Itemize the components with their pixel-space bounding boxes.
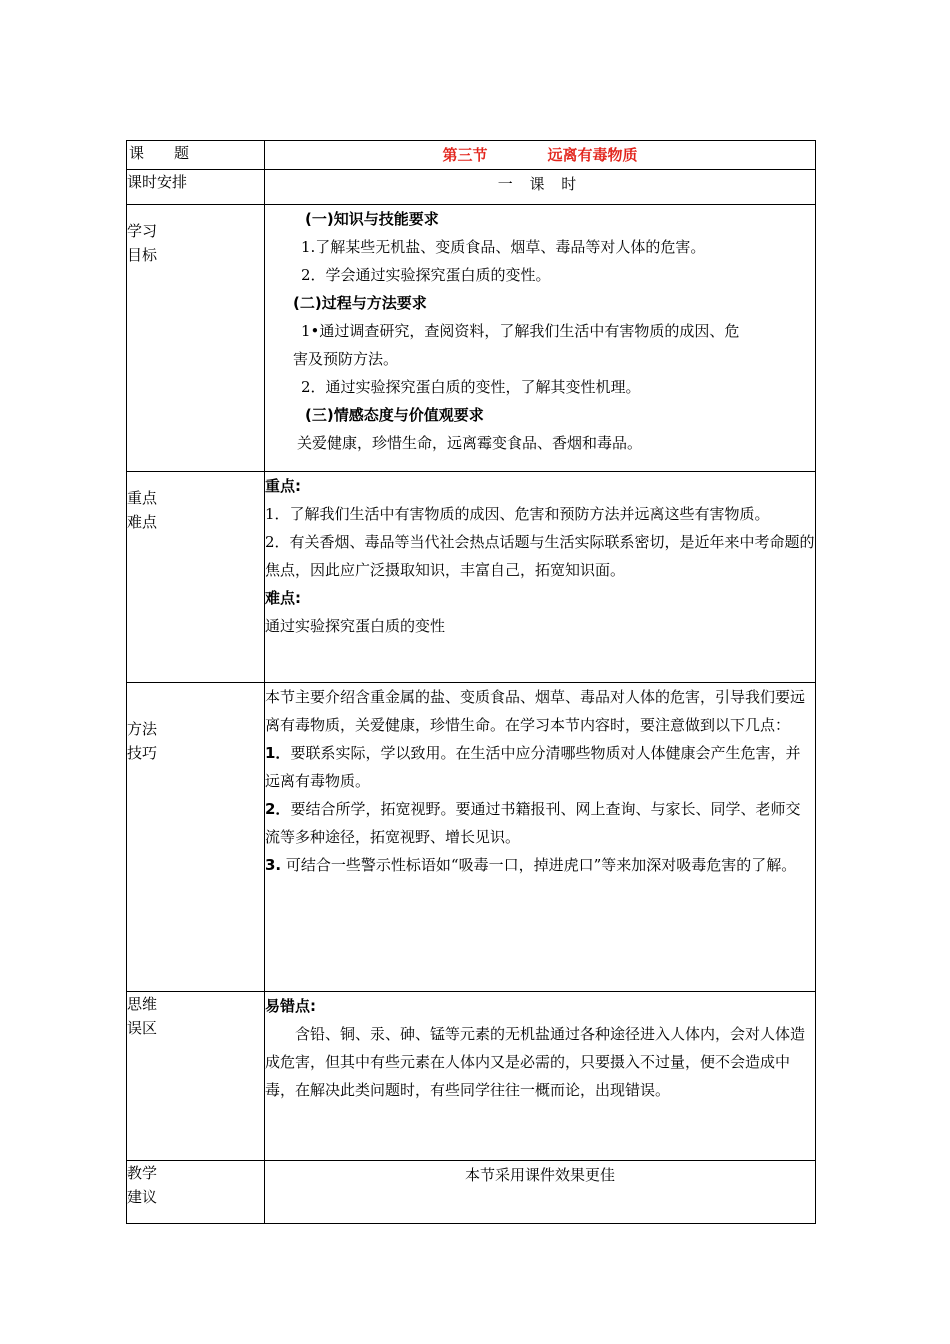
mistakes-label-line2: 误区 [127, 1019, 158, 1037]
methods-point-2 [265, 795, 815, 851]
goals-item-3-1: 关爱健康，珍惜生命，远离霉变食品、香烟和毒品。 [297, 434, 643, 452]
topic-row [127, 141, 816, 170]
methods-label-line1: 方法 [127, 720, 158, 738]
key-label-line2: 难点 [127, 513, 158, 531]
suggestion-content-cell [265, 1161, 816, 1224]
key-item-1: 1．了解我们生活中有害物质的成因、危害和预防方法并远离这些有害物质。 [265, 505, 770, 523]
methods-point-1 [265, 739, 815, 795]
topic-label-a: 课 [129, 144, 145, 162]
mistakes-label-line1: 思维 [127, 995, 158, 1013]
goals-content-cell [265, 205, 816, 472]
methods-point-3 [265, 851, 815, 879]
mistakes-row [127, 992, 816, 1161]
topic-title-cell [265, 141, 816, 170]
period-row [127, 170, 816, 205]
topic-title-part2: 远离有毒物质 [547, 146, 638, 164]
suggestion-label-cell [127, 1161, 265, 1224]
topic-label-cell [127, 141, 265, 170]
topic-title-part1: 第三节 [442, 146, 488, 164]
period-label: 课时安排 [127, 173, 188, 191]
methods-point-3-text: 可结合一些警示性标语如“吸毒一口，掉进虎口”等来加深对吸毒危害的了解。 [281, 856, 797, 874]
period-value-cell [265, 170, 816, 205]
key-content-cell [265, 472, 816, 683]
methods-point-3-num: 3. [265, 856, 282, 874]
key-label-cell [127, 472, 265, 683]
goals-heading-1: (一)知识与技能要求 [305, 210, 439, 228]
goals-item-1-2: 2．学会通过实验探究蛋白质的变性。 [301, 266, 551, 284]
methods-point-1-text: 要联系实际，学以致用。在生活中应分清哪些物质对人体健康会产生危害，并远离有毒物质。 [265, 744, 801, 790]
suggestion-label-line1: 教学 [127, 1164, 158, 1182]
lesson-plan-table [126, 140, 816, 1224]
key-label-line1: 重点 [127, 489, 158, 507]
key-heading: 重点: [265, 477, 301, 495]
suggestion-label-line2: 建议 [127, 1188, 158, 1206]
difficult-heading: 难点: [265, 589, 301, 607]
methods-label-cell [127, 683, 265, 992]
methods-content-cell [265, 683, 816, 992]
methods-point-1-num: 1． [265, 744, 291, 762]
methods-point-2-num: 2． [265, 800, 291, 818]
methods-label-line2: 技巧 [127, 744, 158, 762]
mistakes-text: 含铅、铜、汞、砷、锰等元素的无机盐通过各种途径进入人体内，会对人体造成危害，但其中有些元素在人体内又是必需的，只要摄入不过量，便不会造成中毒，在解决此类问题时，有些同学往往一概而论，出现错误。 [265, 1025, 806, 1099]
goals-heading-2: (二)过程与方法要求 [293, 294, 427, 312]
topic-label-b: 题 [174, 144, 190, 162]
goals-heading-3: (三)情感态度与价值观要求 [305, 406, 484, 424]
methods-row [127, 683, 816, 992]
methods-intro: 本节主要介绍含重金属的盐、变质食品、烟草、毒品对人体的危害，引导我们要远离有毒物质，关爱健康，珍惜生命。在学习本节内容时，要注意做到以下几点： [265, 688, 806, 734]
mistakes-heading: 易错点: [265, 997, 316, 1015]
key-points-row [127, 472, 816, 683]
suggestion-text: 本节采用课件效果更佳 [464, 1166, 615, 1184]
difficult-item: 通过实验探究蛋白质的变性 [265, 617, 446, 635]
mistakes-label-cell [127, 992, 265, 1161]
suggestion-row [127, 1161, 816, 1224]
goals-label-cell [127, 205, 265, 472]
period-label-cell [127, 170, 265, 205]
goals-label-line1: 学习 [127, 222, 158, 240]
goals-item-1-1: 1.了解某些无机盐、变质食品、烟草、毒品等对人体的危害。 [301, 238, 706, 256]
methods-point-2-text: 要结合所学，拓宽视野。要通过书籍报刊、网上查询、与家长、同学、老师交流等多种途径，拓宽视野、增长见识。 [265, 800, 801, 846]
goals-item-2-1a: 1•通过调查研究，查阅资料，了解我们生活中有害物质的成因、危 [301, 322, 740, 340]
goals-item-2-2: 2．通过实验探究蛋白质的变性，了解其变性机理。 [301, 378, 641, 396]
goals-item-2-1b: 害及预防方法。 [293, 350, 399, 368]
key-item-2: 2．有关香烟、毒品等当代社会热点话题与生活实际联系密切，是近年来中考命题的焦点，因此应广泛摄取知识，丰富自己，拓宽知识面。 [265, 533, 815, 579]
mistakes-content-cell [265, 992, 816, 1161]
period-value: 一 课 时 [497, 175, 583, 193]
goals-label-line2: 目标 [127, 246, 158, 264]
goals-row [127, 205, 816, 472]
